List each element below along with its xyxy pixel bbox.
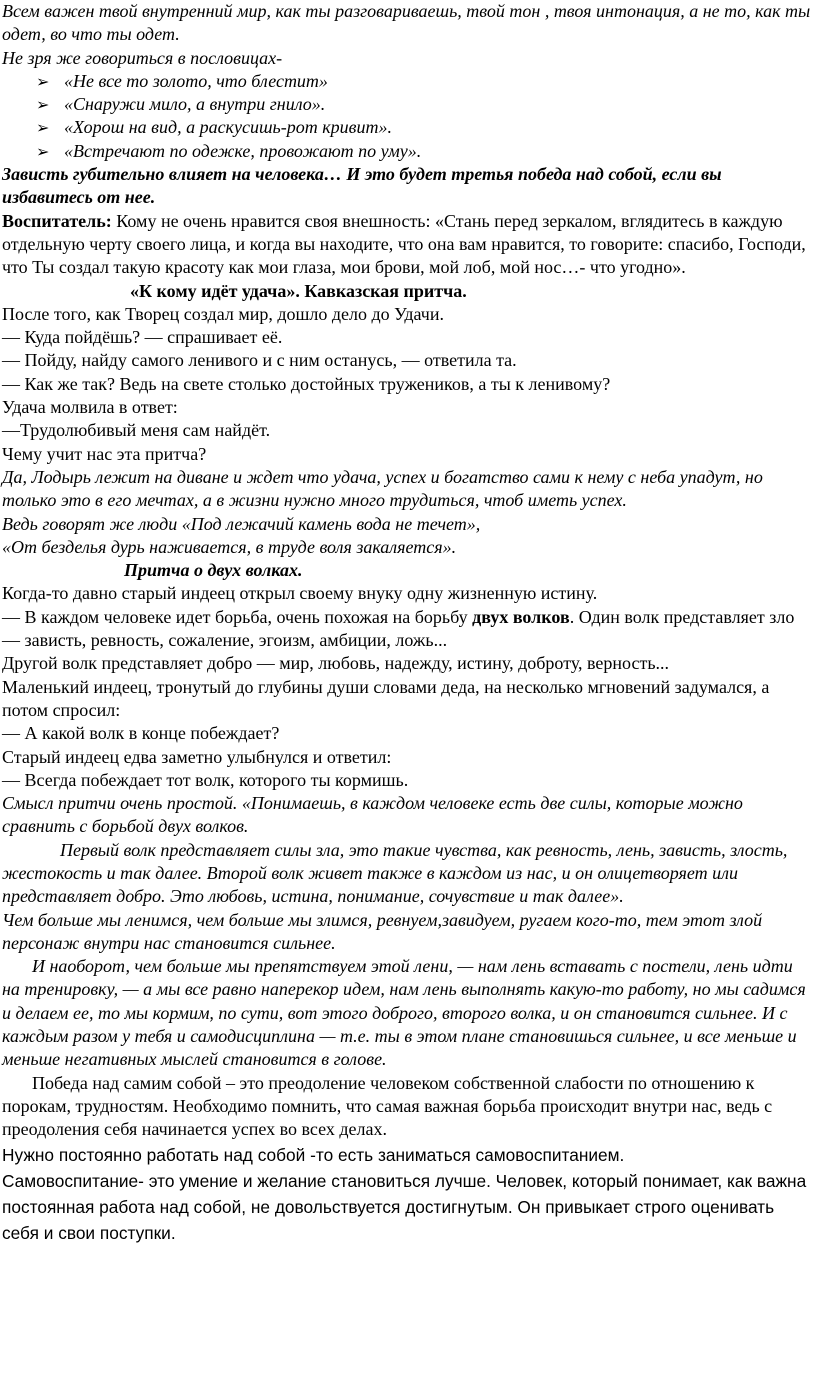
arrow-bullet-icon: ➢	[36, 71, 50, 91]
parable2-first-wolf: Первый волк представляет силы зла, это такие чувства, как ревность, лень, зависть, злость, жестокость и так далее. Второй волк живет также в каждом из нас, и он олицетворяет или представляет добро. Это любовь, истина, понимание, сочувствие и так далее».	[2, 839, 788, 907]
parable2-meaning: Смысл притчи очень простой. «Понимаешь, в каждом человеке есть две силы, которые можно сравнить с борьбой двух волков.	[2, 793, 743, 837]
educator-text: Кому не очень нравится своя внешность: «Стань перед зеркалом, вглядитесь в каждую отдельную черту своего лица, и когда вы находите, что она вам нравится, то говорите: спасибо, Господи, что Ты создал такую красоту как мои глаза, мои брови, мой лоб, мой нос…- что угодно».	[2, 210, 806, 278]
parable1-line: —Трудолюбивый меня сам найдёт.	[2, 420, 271, 441]
proverbs-intro: Не зря же говориться в пословицах-	[2, 47, 283, 68]
proverb-text: «Встречают по одежке, провожают по уму».	[64, 140, 422, 161]
parable1-saying: Ведь говорят же люди «Под лежачий камень вода не течет»,	[2, 513, 481, 534]
educator-paragraph	[2, 210, 814, 280]
educator-label: Воспитатель:	[2, 210, 112, 231]
victory-paragraph: Победа над самим собой – это преодоление человеком собственной слабости по отношению к порокам, трудностям. Необходимо помнить, что самая важная борьба происходит внутри нас, ведь с преодоления себя начинается успех во всех делах.	[2, 1072, 773, 1140]
parable1-heading	[2, 280, 814, 303]
parable1-subtitle: Кавказская притча.	[304, 280, 467, 301]
arrow-bullet-icon: ➢	[36, 95, 50, 115]
parable1-answer: Да, Лодырь лежит на диване и ждет что удача, успех и богатство сами к нему с неба упадут, но только это в его мечтах, а в жизни нужно много трудиться, чтоб иметь успех.	[2, 466, 763, 511]
arrow-bullet-icon: ➢	[36, 141, 50, 161]
parable1-title-separator: .	[295, 280, 305, 301]
parable1-line: Удача молвила в ответ:	[2, 397, 178, 418]
parable1-line: — Как же так? Ведь на свете столько достойных тружеников, а ты к ленивому?	[2, 373, 611, 394]
parable1-line: — Пойду, найду самого ленивого и с ним останусь, — ответила та.	[2, 350, 517, 371]
parable2-title: Притча о двух волках.	[124, 560, 303, 581]
fight-text-after: . Один волк представляет зло — зависть, ревность, сожаление, эгоизм, амбиции, ложь...	[2, 606, 795, 651]
parable2-lazier: Чем больше мы ленимся, чем больше мы злимся, ревнуем,завидуем, ругаем кого-то, тем этот злой персонаж внутри нас становится сильнее.	[2, 909, 763, 953]
proverb-item	[2, 93, 814, 116]
parable2-fight	[2, 606, 814, 653]
parable1-line: После того, как Творец создал мир, дошло дело до Удачи.	[2, 303, 444, 324]
arrow-bullet-icon: ➢	[36, 118, 50, 138]
parable2-line: Другой волк представляет добро — мир, любовь, надежду, истину, доброту, верность...	[2, 653, 670, 674]
parable2-line: Старый индеец едва заметно улыбнулся и ответил:	[2, 746, 392, 767]
proverb-item	[2, 70, 814, 93]
proverb-text: «Снаружи мило, а внутри гнило».	[64, 94, 326, 115]
parable1-line: — Куда пойдёшь? — спрашивает её.	[2, 327, 283, 348]
envy-paragraph: Зависть губительно влияет на человека… И это будет третья победа над собой, если вы избавитесь от нее.	[2, 164, 722, 208]
proverbs-list	[2, 70, 814, 163]
conclusion-line: Нужно постоянно работать над собой -то есть заниматься самовоспитанием.	[2, 1144, 625, 1165]
conclusion-paragraph: Самовоспитание- это умение и желание становиться лучше. Человек, который понимает, как важна постоянная работа над собой, не довольствуется достигнутым. Он привыкает строго оценивать себя и свои поступки.	[2, 1170, 807, 1244]
proverb-item	[2, 116, 814, 139]
proverb-text: «Хорош на вид, а раскусишь-рот кривит».	[64, 117, 392, 138]
parable2-line: Маленький индеец, тронутый до глубины души словами деда, на несколько мгновений задумался, а потом спросил:	[2, 676, 770, 720]
parable1-title: «К кому идёт удача»	[130, 280, 296, 301]
parable2-intro: Когда-то давно старый индеец открыл своему внуку одну жизненную истину.	[2, 583, 598, 604]
parable2-conversely: И наоборот, чем больше мы препятствуем этой лени, — нам лень вставать с постели, лень идти на тренировку, — а мы все равно наперекор идем, нам лень выполнять какую-то работу, но мы садимся и делаем ее, то мы кормим, по сути, вот этого доброго, второго волка, и он становится сильнее. И с каждым разом у тебя и самодисциплина — т.е. ты в этом плане становишься сильнее, и все меньше и меньше негативных мыслей становится в голове.	[2, 956, 806, 1070]
proverb-item	[2, 140, 814, 163]
intro-paragraph: Всем важен твой внутренний мир, как ты разговариваешь, твой тон , твоя интонация, а не то, как ты одет, во что ты одет.	[2, 1, 811, 45]
parable2-line: — Всегда побеждает тот волк, которого ты кормишь.	[2, 769, 409, 790]
parable2-line: — А какой волк в конце побеждает?	[2, 723, 280, 744]
proverb-text: «Не все то золото, что блестит»	[64, 70, 328, 91]
parable1-line: Чему учит нас эта притча?	[2, 443, 207, 464]
fight-text-before: — В каждом человеке идет борьба, очень похожая на борьбу	[2, 606, 473, 627]
fight-text-bold: двух волков	[472, 606, 570, 627]
parable1-saying: «От безделья дурь наживается, в труде воля закаляется».	[2, 536, 457, 557]
